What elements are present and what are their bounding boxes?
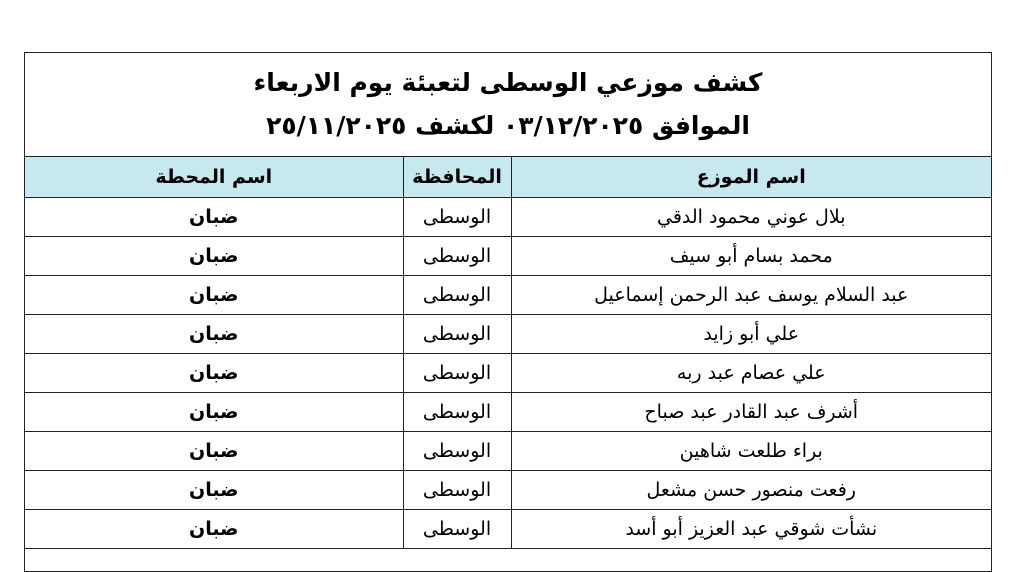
- table-row: [25, 237, 991, 276]
- column-header-name: اسم الموزع: [511, 157, 991, 198]
- column-header-governorate: المحافظة: [403, 157, 511, 198]
- station-cell: ضبان: [25, 354, 403, 393]
- station-cell: ضبان: [25, 393, 403, 432]
- distributor-name-cell: نشأت شوقي عبد العزيز أبو أسد: [511, 510, 991, 549]
- distributor-name-cell: علي أبو زايد: [511, 315, 991, 354]
- table-row: [25, 432, 991, 471]
- table-row: [25, 198, 991, 237]
- table-row: [25, 471, 991, 510]
- distributor-name-cell: رفعت منصور حسن مشعل: [511, 471, 991, 510]
- sheet-title-box: [25, 53, 991, 157]
- distributor-name-cell: أشرف عبد القادر عبد صباح: [511, 393, 991, 432]
- station-cell: ضبان: [25, 471, 403, 510]
- governorate-cell: الوسطى: [403, 276, 511, 315]
- sheet-title: كشف موزعي الوسطى لتعبئة يوم الاربعاء: [253, 68, 763, 97]
- station-cell: ضبان: [25, 315, 403, 354]
- table-row: [25, 354, 991, 393]
- distributor-name-cell: علي عصام عبد ربه: [511, 354, 991, 393]
- table-header-row: [25, 157, 991, 198]
- governorate-cell: الوسطى: [403, 354, 511, 393]
- governorate-cell: الوسطى: [403, 237, 511, 276]
- station-cell: ضبان: [25, 432, 403, 471]
- distributor-name-cell: بلال عوني محمود الدقي: [511, 198, 991, 237]
- governorate-cell: الوسطى: [403, 315, 511, 354]
- table-row: [25, 510, 991, 549]
- governorate-cell: الوسطى: [403, 393, 511, 432]
- station-cell: ضبان: [25, 237, 403, 276]
- governorate-cell: الوسطى: [403, 432, 511, 471]
- governorate-cell: الوسطى: [403, 510, 511, 549]
- governorate-cell: الوسطى: [403, 471, 511, 510]
- station-cell: ضبان: [25, 510, 403, 549]
- station-cell: ضبان: [25, 198, 403, 237]
- distributors-table: [25, 157, 991, 549]
- distributor-name-cell: محمد بسام أبو سيف: [511, 237, 991, 276]
- table-row: [25, 393, 991, 432]
- governorate-cell: الوسطى: [403, 198, 511, 237]
- distributor-name-cell: عبد السلام يوسف عبد الرحمن إسماعيل: [511, 276, 991, 315]
- table-row: [25, 276, 991, 315]
- distributor-name-cell: براء طلعت شاهين: [511, 432, 991, 471]
- distributor-sheet: [24, 52, 992, 572]
- table-row: [25, 315, 991, 354]
- sheet-date-line: الموافق ٠٣/١٢/٢٠٢٥ لكشف ٢٥/١١/٢٠٢٥: [266, 111, 750, 140]
- column-header-station: اسم المحطة: [25, 157, 403, 198]
- station-cell: ضبان: [25, 276, 403, 315]
